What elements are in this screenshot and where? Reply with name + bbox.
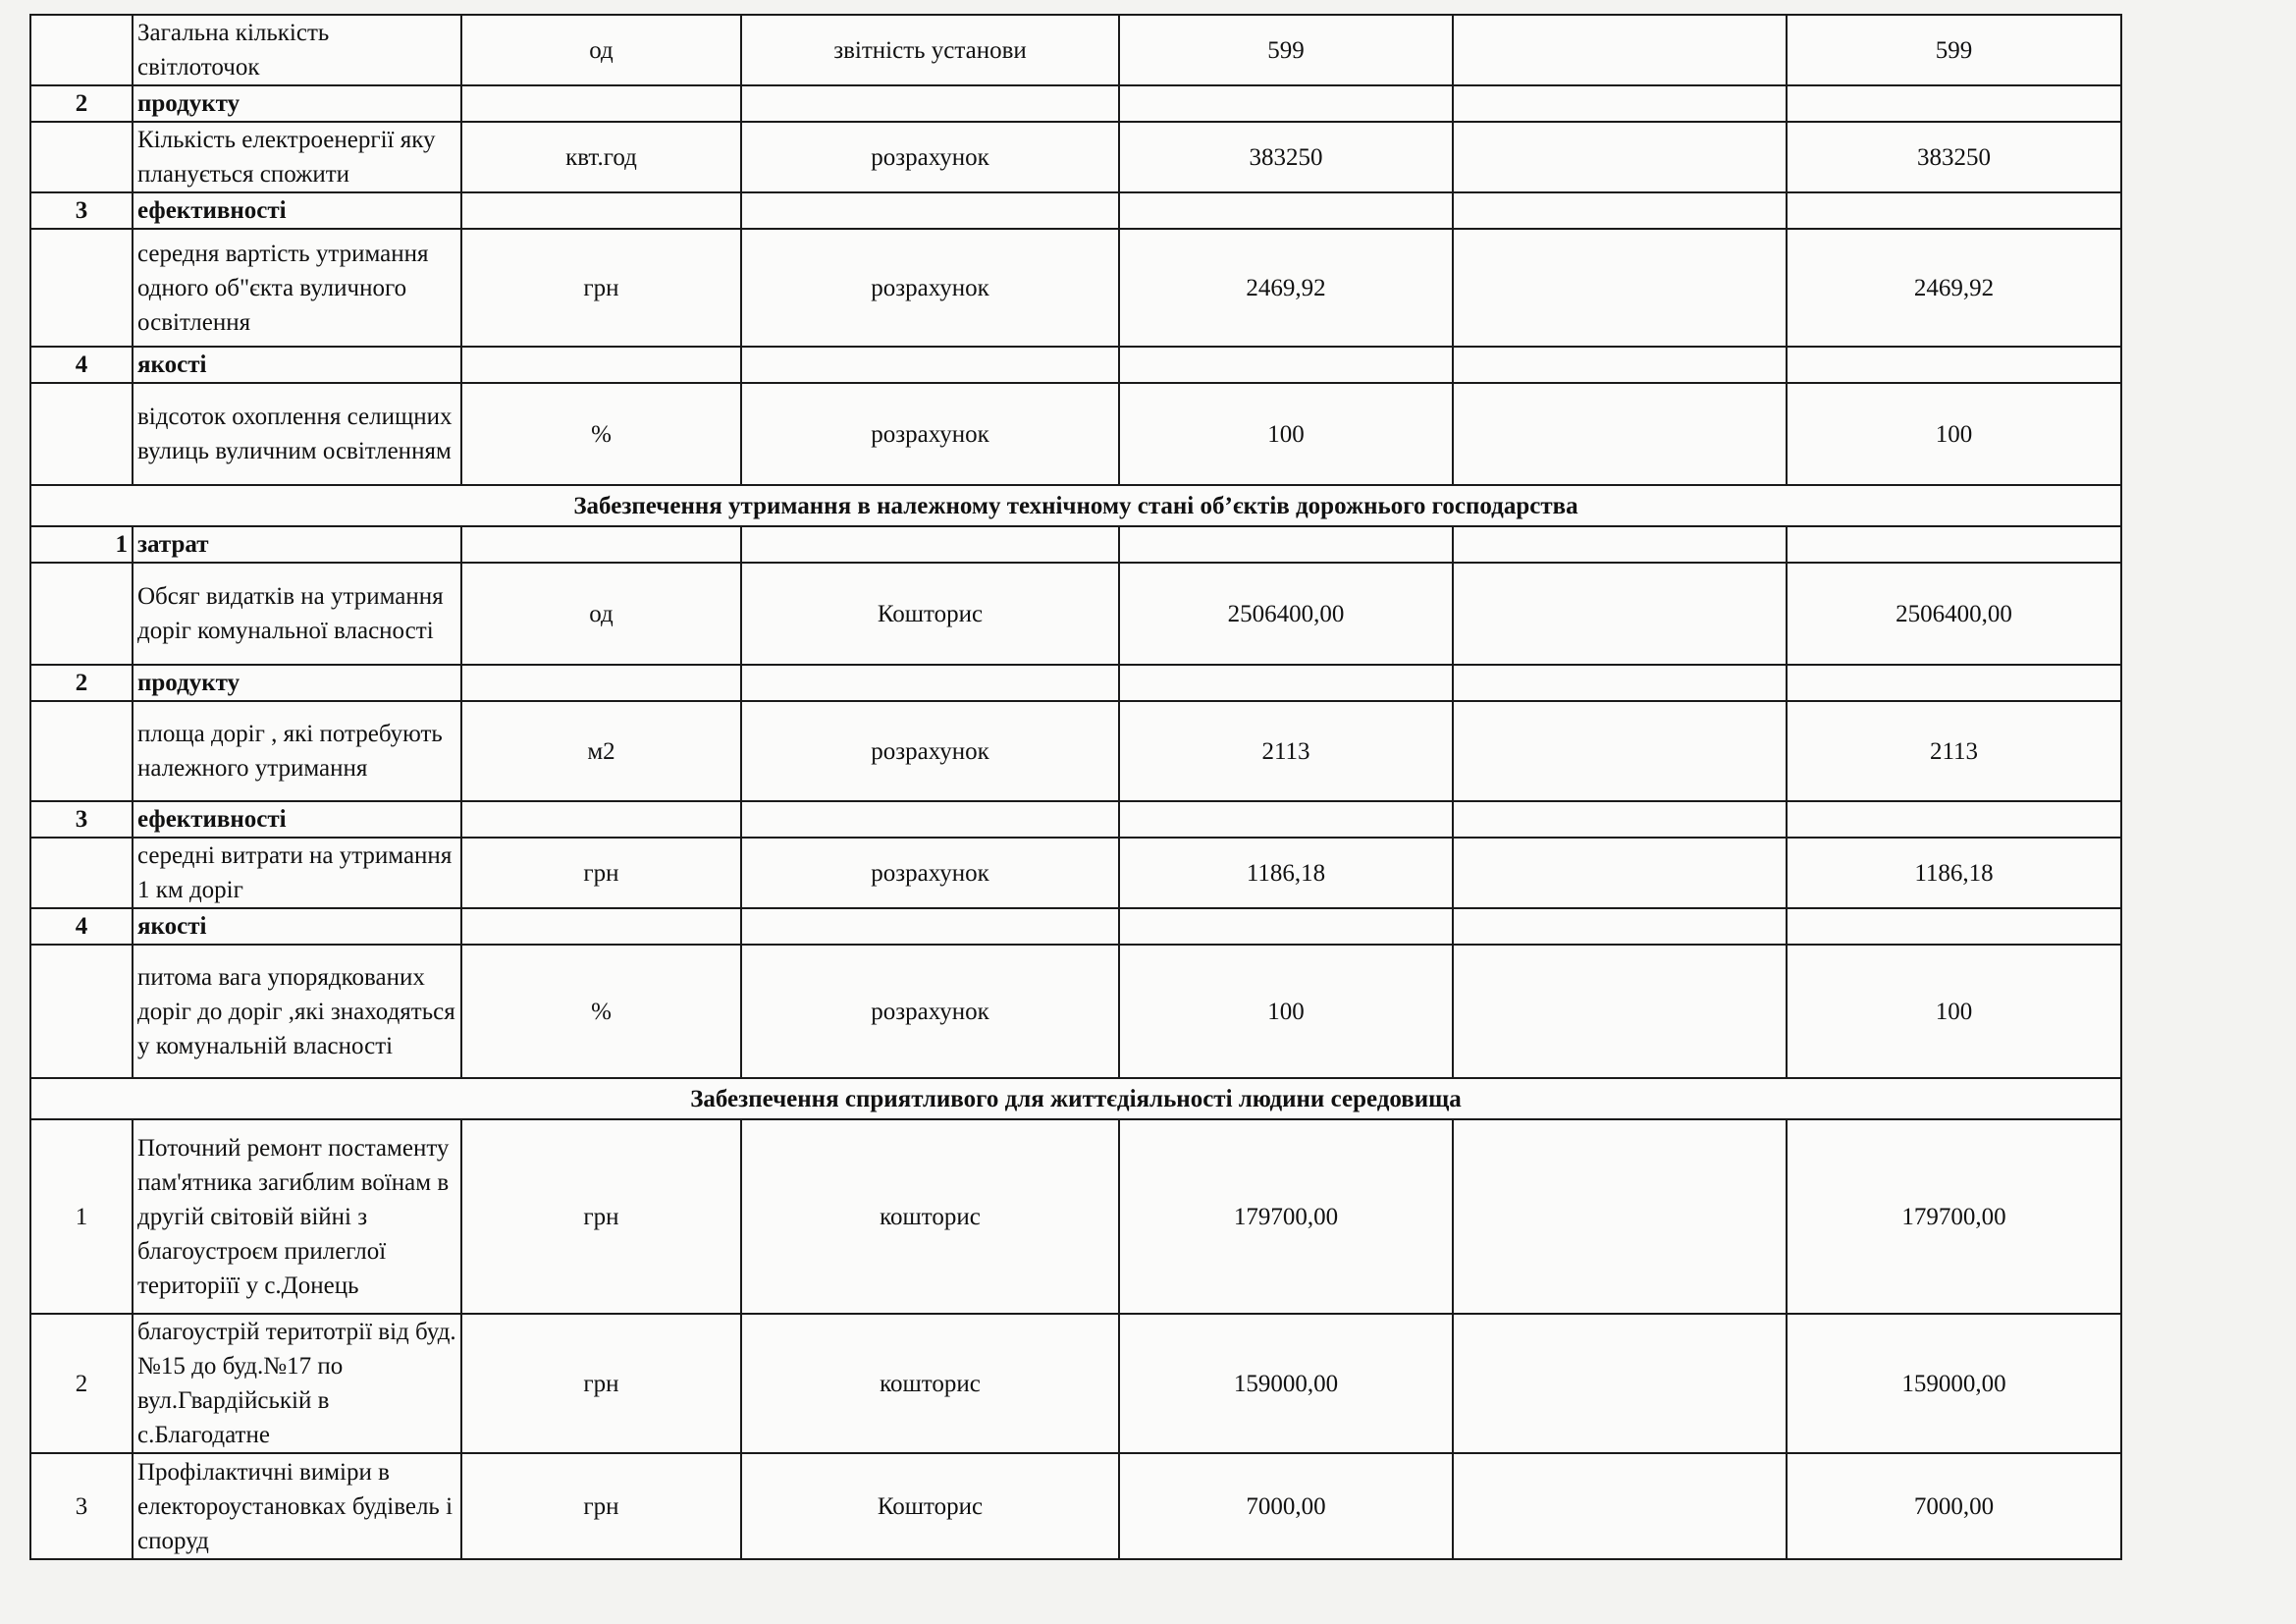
category-number: 4: [30, 908, 133, 945]
table-row: [30, 15, 2121, 85]
total: 100: [1787, 383, 2121, 485]
empty-cell: [461, 801, 741, 838]
table-row: [30, 838, 2121, 908]
table-row: [30, 1453, 2121, 1559]
section-row: [30, 1078, 2121, 1119]
value: 159000,00: [1119, 1314, 1453, 1453]
indicator-name: середні витрати на утримання 1 км доріг: [133, 838, 461, 908]
indicator-name: Загальна кількість світлоточок: [133, 15, 461, 85]
item-name: Поточний ремонт постаменту пам'ятника загиблим воїнам в другій світовій війні з благоустроєм прилеглої територіїї у с.Донець: [133, 1119, 461, 1314]
value: 100: [1119, 945, 1453, 1078]
unit: м2: [461, 701, 741, 801]
empty-cell: [741, 665, 1119, 701]
value: 383250: [1119, 122, 1453, 192]
empty-cell: [1119, 908, 1453, 945]
empty-cell: [1453, 945, 1787, 1078]
source: розрахунок: [741, 945, 1119, 1078]
category-number: 3: [30, 801, 133, 838]
unit: %: [461, 945, 741, 1078]
total: 1186,18: [1787, 838, 2121, 908]
total: 159000,00: [1787, 1314, 2121, 1453]
category-number: 2: [30, 85, 133, 122]
category-label: ефективності: [133, 192, 461, 229]
empty-cell: [1119, 347, 1453, 383]
empty-cell: [1453, 838, 1787, 908]
category-label: якості: [133, 908, 461, 945]
table-row: [30, 945, 2121, 1078]
category-label: продукту: [133, 85, 461, 122]
table-row: [30, 1314, 2121, 1453]
category-label: якості: [133, 347, 461, 383]
total: 599: [1787, 15, 2121, 85]
empty-cell: [1119, 526, 1453, 563]
source: Кошторис: [741, 1453, 1119, 1559]
empty-cell: [1453, 801, 1787, 838]
row-number: [30, 383, 133, 485]
empty-cell: [1787, 85, 2121, 122]
empty-cell: [1453, 1453, 1787, 1559]
source: розрахунок: [741, 383, 1119, 485]
total: 2506400,00: [1787, 563, 2121, 665]
source: кошторис: [741, 1119, 1119, 1314]
category-label: ефективності: [133, 801, 461, 838]
category-label: затрат: [133, 526, 461, 563]
empty-cell: [461, 908, 741, 945]
unit: грн: [461, 1314, 741, 1453]
category-row: [30, 801, 2121, 838]
empty-cell: [1119, 801, 1453, 838]
row-number: 1: [30, 1119, 133, 1314]
total: 383250: [1787, 122, 2121, 192]
section-title: Забезпечення утримання в належному технічному стані об’єктів дорожнього господарства: [30, 485, 2121, 526]
table-row: [30, 1119, 2121, 1314]
source: розрахунок: [741, 838, 1119, 908]
empty-cell: [1453, 122, 1787, 192]
section-row: [30, 485, 2121, 526]
unit: грн: [461, 1119, 741, 1314]
empty-cell: [461, 85, 741, 122]
category-number: 3: [30, 192, 133, 229]
value: 2469,92: [1119, 229, 1453, 347]
row-number: [30, 701, 133, 801]
category-row: [30, 526, 2121, 563]
table-row: [30, 122, 2121, 192]
category-row: [30, 192, 2121, 229]
empty-cell: [741, 801, 1119, 838]
row-number: [30, 838, 133, 908]
empty-cell: [1453, 383, 1787, 485]
unit: %: [461, 383, 741, 485]
empty-cell: [1119, 85, 1453, 122]
source: звітність установи: [741, 15, 1119, 85]
empty-cell: [741, 347, 1119, 383]
table-row: [30, 701, 2121, 801]
item-name: благоустрій теритотрії від буд.№15 до буд.№17 по вул.Гвардійській в с.Благодатне: [133, 1314, 461, 1453]
empty-cell: [1453, 665, 1787, 701]
empty-cell: [741, 526, 1119, 563]
total: 100: [1787, 945, 2121, 1078]
source: розрахунок: [741, 122, 1119, 192]
empty-cell: [1453, 192, 1787, 229]
row-number: [30, 229, 133, 347]
category-number: 2: [30, 665, 133, 701]
empty-cell: [1787, 801, 2121, 838]
indicator-name: Кількість електроенергії яку планується спожити: [133, 122, 461, 192]
indicator-name: питома вага упорядкованих доріг до доріг ,які знаходяться у комунальній власності: [133, 945, 461, 1078]
value: 2506400,00: [1119, 563, 1453, 665]
unit: грн: [461, 1453, 741, 1559]
empty-cell: [1453, 347, 1787, 383]
row-number: 3: [30, 1453, 133, 1559]
source: розрахунок: [741, 229, 1119, 347]
empty-cell: [1787, 347, 2121, 383]
empty-cell: [461, 665, 741, 701]
indicator-name: відсоток охоплення селищних вулиць вуличним освітленням: [133, 383, 461, 485]
indicators-table: [29, 14, 2122, 1560]
indicator-name: Обсяг видатків на утримання доріг комунальної власності: [133, 563, 461, 665]
category-number: 4: [30, 347, 133, 383]
row-number: [30, 945, 133, 1078]
row-number: [30, 122, 133, 192]
table-row: [30, 229, 2121, 347]
row-number: 2: [30, 1314, 133, 1453]
empty-cell: [741, 908, 1119, 945]
source: Кошторис: [741, 563, 1119, 665]
empty-cell: [1787, 192, 2121, 229]
empty-cell: [1453, 563, 1787, 665]
unit: грн: [461, 838, 741, 908]
category-row: [30, 347, 2121, 383]
value: 1186,18: [1119, 838, 1453, 908]
empty-cell: [461, 347, 741, 383]
empty-cell: [1787, 526, 2121, 563]
value: 179700,00: [1119, 1119, 1453, 1314]
empty-cell: [461, 526, 741, 563]
empty-cell: [461, 192, 741, 229]
value: 7000,00: [1119, 1453, 1453, 1559]
empty-cell: [1787, 665, 2121, 701]
category-number: 1: [30, 526, 133, 563]
empty-cell: [1453, 1119, 1787, 1314]
row-number: [30, 563, 133, 665]
item-name: Профілактичні виміри в електороустановках будівель і споруд: [133, 1453, 461, 1559]
table-row: [30, 383, 2121, 485]
empty-cell: [1453, 701, 1787, 801]
source: розрахунок: [741, 701, 1119, 801]
unit: квт.год: [461, 122, 741, 192]
unit: грн: [461, 229, 741, 347]
empty-cell: [1119, 665, 1453, 701]
total: 179700,00: [1787, 1119, 2121, 1314]
row-number: [30, 15, 133, 85]
indicator-name: середня вартість утримання одного об"єкта вуличного освітлення: [133, 229, 461, 347]
value: 599: [1119, 15, 1453, 85]
total: 7000,00: [1787, 1453, 2121, 1559]
empty-cell: [1453, 1314, 1787, 1453]
total: 2113: [1787, 701, 2121, 801]
category-label: продукту: [133, 665, 461, 701]
total: 2469,92: [1787, 229, 2121, 347]
empty-cell: [1453, 229, 1787, 347]
unit: од: [461, 563, 741, 665]
empty-cell: [1453, 85, 1787, 122]
empty-cell: [1453, 526, 1787, 563]
value: 2113: [1119, 701, 1453, 801]
section-title: Забезпечення сприятливого для життєдіяльності людини середовища: [30, 1078, 2121, 1119]
value: 100: [1119, 383, 1453, 485]
empty-cell: [1119, 192, 1453, 229]
empty-cell: [1787, 908, 2121, 945]
empty-cell: [741, 85, 1119, 122]
category-row: [30, 908, 2121, 945]
unit: од: [461, 15, 741, 85]
empty-cell: [741, 192, 1119, 229]
indicator-name: площа доріг , які потребують належного утримання: [133, 701, 461, 801]
category-row: [30, 85, 2121, 122]
category-row: [30, 665, 2121, 701]
empty-cell: [1453, 15, 1787, 85]
source: кошторис: [741, 1314, 1119, 1453]
empty-cell: [1453, 908, 1787, 945]
table-row: [30, 563, 2121, 665]
